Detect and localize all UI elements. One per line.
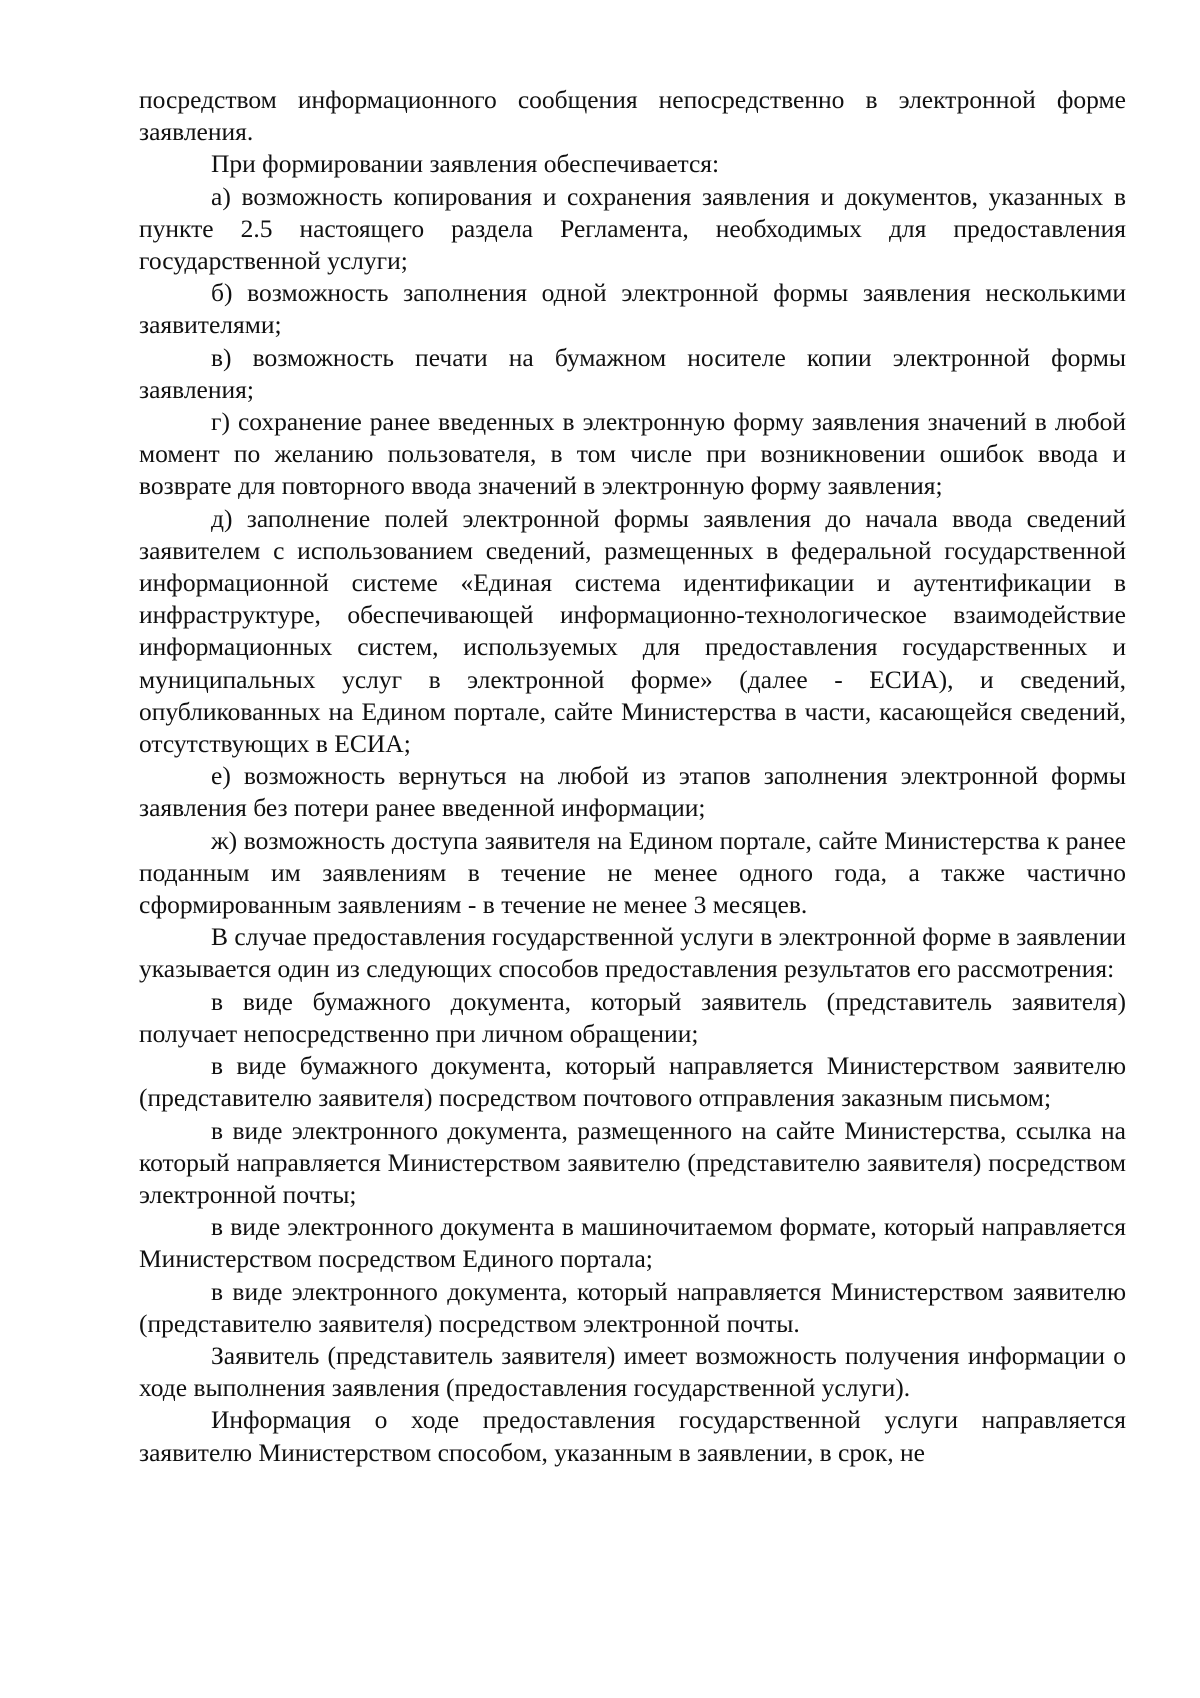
paragraph-form-provisions: При формировании заявления обеспечивается: (211, 149, 720, 179)
list-item-b: б) возможность заполнения одной электронной формы заявления несколькими заявителями; (139, 278, 1126, 340)
list-item-a: а) возможность копирования и сохранения заявления и документов, указанных в пункте 2.5 настоящего раздела Регламента, необходимых для предоставления государственной услуги; (139, 181, 1126, 276)
result-method-electronic-link: в виде электронного документа, размещенного на сайте Министерства, ссылка на который направляется Министерством заявителю (представителю заявителя) посредством электронной почты; (139, 1115, 1126, 1209)
result-method-electronic-email: в виде электронного документа, который направляется Министерством заявителю (представителю заявителя) посредством электронной почты. (139, 1276, 1126, 1338)
list-item-g: г) сохранение ранее введенных в электронную форму заявления значений в любой момент по желанию пользователя, в том числе при возникновении ошибок ввода и возврате для повторного ввода значений в электронную форму заявления; (139, 407, 1126, 501)
result-method-machine-readable: в виде электронного документа в машиночитаемом формате, который направляется Министерством посредством Единого портала; (139, 1212, 1126, 1274)
list-item-e: е) возможность вернуться на любой из этапов заполнения электронной формы заявления без потери ранее введенной информации; (139, 761, 1126, 823)
list-item-d: д) заполнение полей электронной формы заявления до начала ввода сведений заявителем с использованием сведений, размещенных в федеральной государственной информационной системе «Единая система идентификации и аутентификации в инфраструктуре, обеспечивающей информационно-технологическое взаимодействие информационных систем, используемых для предоставления государственных и муниципальных услуг в электронной форме» (далее - ЕСИА), и сведений, опубликованных на Едином портале, сайте Министерства в части, касающейся сведений, отсутствующих в ЕСИА; (139, 503, 1126, 759)
list-item-zh: ж) возможность доступа заявителя на Едином портале, сайте Министерства к ранее поданным им заявлениям в течение не менее одного года, а также частично сформированным заявлениям - в течение не менее 3 месяцев. (139, 825, 1126, 920)
paragraph-status-delivery: Информация о ходе предоставления государственной услуги направляется заявителю Министерством способом, указанным в заявлении, в срок, не (139, 1405, 1126, 1467)
result-method-paper-mail: в виде бумажного документа, который направляется Министерством заявителю (представителю заявителя) посредством почтового отправления заказным письмом; (139, 1051, 1126, 1113)
document-page (139, 84, 1126, 1469)
paragraph-continuation: посредством информационного сообщения непосредственно в электронной форме заявления. (139, 85, 1126, 147)
result-method-paper-in-person: в виде бумажного документа, который заявитель (представитель заявителя) получает непосредственно при личном обращении; (139, 986, 1126, 1048)
paragraph-status-info: Заявитель (представитель заявителя) имеет возможность получения информации о ходе выполнения заявления (предоставления государственной услуги). (139, 1340, 1126, 1403)
list-item-v: в) возможность печати на бумажном носителе копии электронной формы заявления; (139, 342, 1126, 404)
paragraph-result-methods: В случае предоставления государственной услуги в электронной форме в заявлении указывается один из следующих способов предоставления результатов его рассмотрения: (139, 922, 1126, 984)
